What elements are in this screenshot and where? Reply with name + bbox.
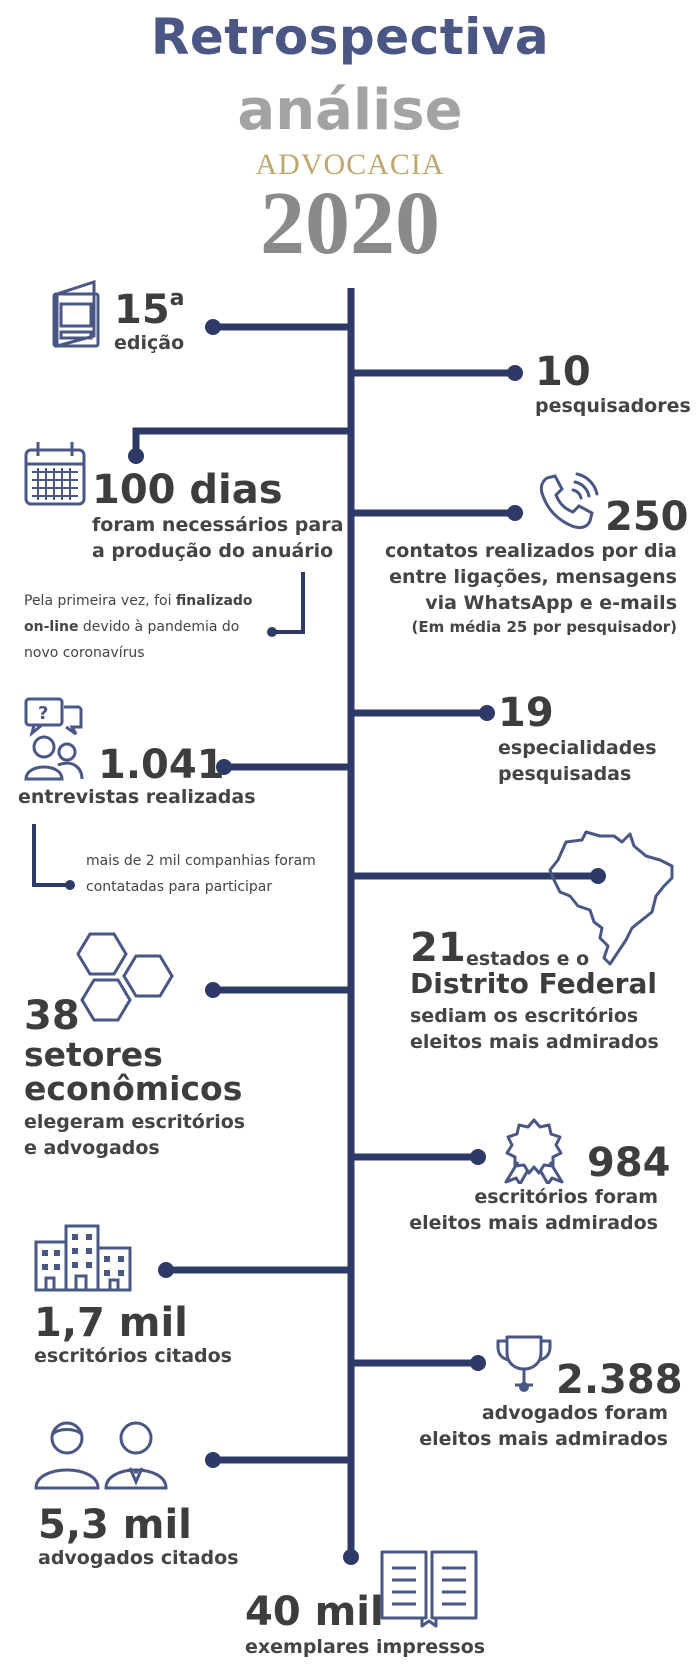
award-badge-icon: [500, 1118, 568, 1184]
note-dias-line-3: novo coronavírus: [24, 645, 145, 661]
stat-entrevistas-value: 1.041: [98, 742, 225, 788]
stat-setores-label-1: setores: [24, 1035, 163, 1074]
stat-edicao-value: 15$^a$: [114, 285, 185, 333]
stat-advogados-citados-label: advogados citados: [38, 1547, 239, 1569]
stat-escritorios-admirados-label-2: eleitos mais admirados: [409, 1212, 658, 1234]
stat-pesquisadores-label: pesquisadores: [535, 395, 691, 417]
stat-exemplares-value: 40 mil: [245, 1589, 384, 1635]
stat-advogados-admirados-value: 2.388: [556, 1357, 683, 1403]
phone-icon: [535, 470, 599, 534]
open-book-icon: [380, 1548, 478, 1628]
svg-text:?: ?: [38, 703, 49, 724]
stat-escritorios-admirados-label-1: escritórios foram: [474, 1186, 658, 1208]
brand-name-advocacia: ADVOCACIA: [255, 148, 445, 181]
stat-setores-label-3: elegeram escritórios: [24, 1111, 246, 1133]
stat-advogados-admirados-label-1: advogados foram: [481, 1402, 668, 1424]
book-icon: [52, 280, 102, 348]
stat-advogados-admirados-label-2: eleitos mais admirados: [419, 1428, 668, 1450]
stat-estados-value: 21: [410, 925, 466, 971]
note-entrevistas-line-2: contatadas para participar: [86, 879, 273, 895]
lawyers-icon: [34, 1420, 170, 1490]
stat-edicao-sup: a: [169, 285, 185, 311]
stat-contatos-label-4: (Em média 25 por pesquisador): [411, 618, 677, 636]
stat-entrevistas-label: entrevistas realizadas: [18, 786, 256, 808]
calendar-icon: [24, 440, 86, 506]
stat-estados-label-2: sediam os escritórios: [410, 1005, 639, 1027]
note-dias: [24, 588, 253, 666]
stat-dias-label-2: a produção do anuário: [92, 540, 334, 562]
stat-dias-value: 100 dias: [92, 467, 283, 513]
stat-setores-value: 38: [24, 993, 80, 1039]
page-title: Retrospectiva: [150, 8, 550, 66]
note-entrevistas: [86, 848, 316, 900]
stat-estados-label-1: Distrito Federal: [410, 967, 657, 1000]
stat-edicao-label: edição: [114, 332, 185, 354]
stat-contatos-label-2: entre ligações, mensagens: [389, 566, 677, 588]
branch-dias: [136, 431, 351, 456]
stat-dias-label-1: foram necessários para: [92, 514, 344, 536]
stat-especialidades-label-1: especialidades: [498, 737, 657, 759]
note-connector-entrevistas: [34, 824, 70, 885]
stat-pesquisadores-value: 10: [535, 349, 591, 395]
buildings-icon: [34, 1224, 132, 1292]
stat-escritorios-citados-value: 1,7 mil: [34, 1300, 188, 1346]
trophy-icon: [495, 1333, 553, 1393]
stat-advogados-citados-value: 5,3 mil: [38, 1502, 192, 1548]
note-connector-dias: [272, 572, 303, 632]
stat-especialidades-label-2: pesquisadas: [498, 763, 632, 785]
stat-contatos-label-1: contatos realizados por dia: [385, 540, 677, 562]
stat-contatos-label-3: via WhatsApp e e-mails: [425, 592, 677, 614]
chat-people-icon: [24, 697, 84, 781]
hexagons-icon: [76, 932, 184, 1032]
note-dias-line-2: on-line devido à pandemia do: [24, 619, 240, 635]
stat-contatos-value: 250: [605, 494, 689, 540]
stat-estados-inline: estados e o: [466, 948, 590, 970]
stat-setores-label-2: econômicos: [24, 1069, 243, 1108]
stat-escritorios-citados-label: escritórios citados: [34, 1345, 232, 1367]
stat-setores-label-4: e advogados: [24, 1137, 160, 1159]
stat-especialidades-value: 19: [498, 690, 554, 736]
brand-name-analise: análise: [237, 78, 463, 143]
brand-year: 2020: [260, 174, 440, 273]
stat-estados-label-3: eleitos mais admirados: [410, 1031, 659, 1053]
note-dias-line-1: Pela primeira vez, foi finalizado: [24, 593, 253, 609]
note-entrevistas-line-1: mais de 2 mil companhias foram: [86, 853, 316, 869]
stat-escritorios-admirados-value: 984: [587, 1140, 671, 1186]
stat-exemplares-label: exemplares impressos: [245, 1636, 486, 1658]
